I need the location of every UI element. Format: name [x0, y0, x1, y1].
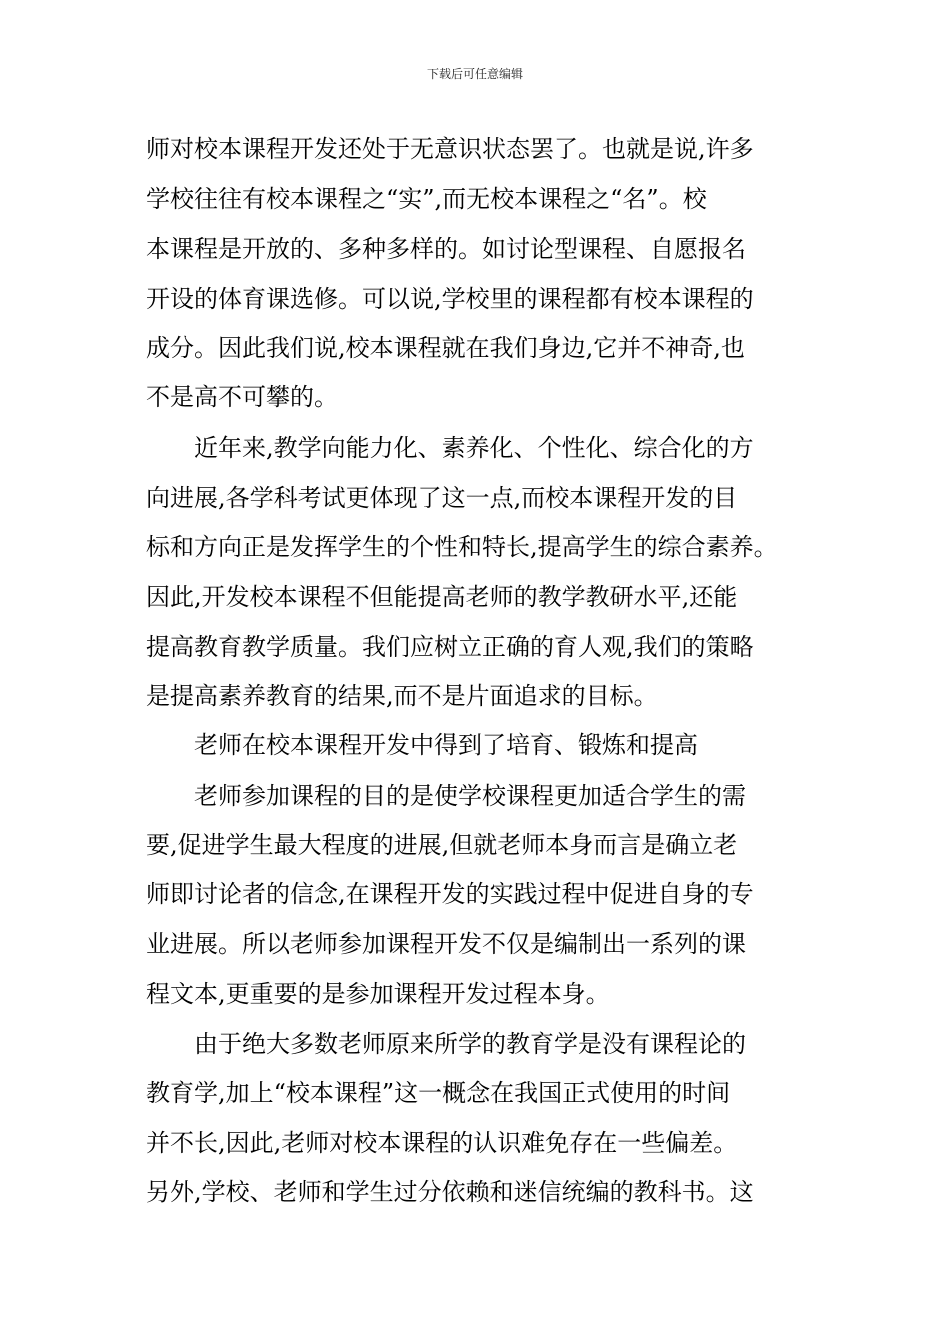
page-header: 下载后可任意编辑	[426, 67, 523, 81]
text-line: 是提高素养教育的结果,而不是片面追求的目标。	[146, 682, 658, 710]
section-heading: 老师在校本课程开发中得到了培育、锻炼和提高	[194, 731, 698, 759]
text-line: 提高教育教学质量。我们应树立正确的育人观,我们的策略	[146, 633, 754, 661]
paragraph-first-line: 老师参加课程的目的是使学校课程更加适合学生的需	[194, 782, 746, 810]
text-line: 并不长,因此,老师对校本课程的认识难免存在一些偏差。	[146, 1129, 738, 1157]
text-line: 要,促进学生最大程度的进展,但就老师本身而言是确立老	[146, 831, 738, 859]
text-line: 因此,开发校本课程不但能提高老师的教学教研水平,还能	[146, 583, 738, 611]
text-line: 成分。因此我们说,校本课程就在我们身边,它并不神奇,也	[146, 334, 745, 362]
text-line: 不是高不可攀的。	[146, 383, 338, 411]
text-line: 教育学,加上“校本课程”这一概念在我国正式使用的时间	[146, 1079, 731, 1107]
paragraph-first-line: 由于绝大多数老师原来所学的教育学是没有课程论的	[194, 1030, 746, 1058]
text-line: 标和方向正是发挥学生的个性和特长,提高学生的综合素养。	[146, 533, 778, 561]
paragraph-first-line: 近年来,教学向能力化、素养化、个性化、综合化的方	[194, 434, 754, 462]
text-line: 开设的体育课选修。可以说,学校里的课程都有校本课程的	[146, 285, 754, 313]
text-line: 程文本,更重要的是参加课程开发过程本身。	[146, 980, 610, 1008]
text-line: 学校往往有校本课程之“实”,而无校本课程之“名”。校	[146, 185, 707, 213]
text-line: 本课程是开放的、多种多样的。如讨论型课程、自愿报名	[146, 235, 746, 263]
text-line: 向进展,各学科考试更体现了这一点,而校本课程开发的目	[146, 484, 738, 512]
text-line: 师对校本课程开发还处于无意识状态罢了。也就是说,许多	[146, 135, 754, 163]
text-line: 另外,学校、老师和学生过分依赖和迷信统编的教科书。这	[146, 1178, 754, 1206]
text-line: 师即讨论者的信念,在课程开发的实践过程中促进自身的专	[146, 880, 754, 908]
text-line: 业进展。所以老师参加课程开发不仅是编制出一系列的课	[146, 930, 746, 958]
